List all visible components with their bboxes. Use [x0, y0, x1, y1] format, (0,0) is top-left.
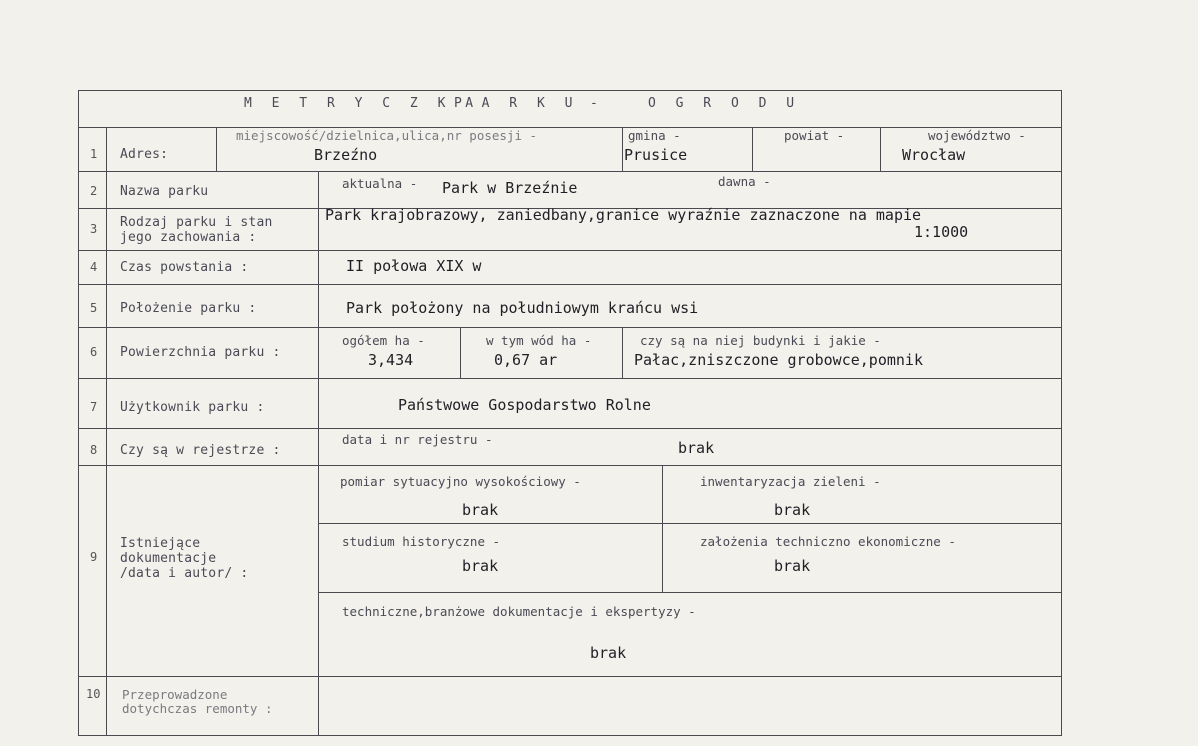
- park-user-label: Użytkownik parku :: [120, 400, 265, 415]
- history-study-label: studium historyczne -: [342, 534, 501, 549]
- park-type-label-line2: jego zachowania :: [120, 230, 257, 245]
- rule-area-total: [460, 327, 461, 378]
- repairs-label-line2: dotychczas remonty :: [122, 701, 273, 716]
- repairs-label-line1: Przeprowadzone: [122, 687, 228, 702]
- register-number-label: data i nr rejestru -: [342, 432, 493, 447]
- rule-title: [78, 127, 1062, 128]
- expertise-value: brak: [590, 644, 627, 662]
- current-name-value: Park w Brzeźnie: [442, 179, 578, 197]
- park-name-label: Nazwa parku: [120, 184, 209, 199]
- location-label: miejscowość/dzielnica,ulica,nr posesji -: [236, 128, 538, 143]
- area-total-value: 3,434: [368, 351, 414, 369]
- rule-wojewodztwo: [880, 127, 881, 171]
- former-name-label: dawna -: [718, 174, 771, 189]
- title-dash: -: [590, 96, 604, 111]
- area-water-value: 0,67 ar: [494, 351, 558, 369]
- row-number: 4: [90, 260, 98, 274]
- origin-time-label: Czas powstania :: [120, 260, 249, 275]
- powiat-label: powiat -: [784, 128, 845, 143]
- rule-row6: [78, 378, 1062, 379]
- tech-econ-label: założenia techniczno ekonomiczne -: [700, 534, 956, 549]
- rule-row9b: [318, 592, 1062, 593]
- greenery-value: brak: [774, 501, 811, 519]
- row-number: 7: [90, 400, 98, 414]
- rule-powiat: [752, 127, 753, 171]
- history-study-value: brak: [462, 557, 499, 575]
- title-ogrodu: O G R O D U: [648, 96, 801, 111]
- location-value: Brzeźno: [314, 146, 378, 164]
- rule-label-column: [318, 171, 319, 736]
- park-type-label-line1: Rodzaj parku i stan: [120, 215, 273, 230]
- rule-row7: [78, 428, 1062, 429]
- title-metryczka: M E T R Y C Z K A: [244, 96, 480, 111]
- row-number: 6: [90, 345, 98, 359]
- rule-row9a: [318, 523, 1062, 524]
- area-water-label: w tym wód ha -: [486, 333, 592, 348]
- park-type-value-line1: Park krajobrazowy, zaniedbany,granice wyraźnie zaznaczone na mapie: [325, 206, 922, 224]
- gmina-value: Prusice: [624, 146, 688, 164]
- rule-row5: [78, 327, 1062, 328]
- address-label: Adres:: [120, 147, 169, 162]
- rule-row8: [78, 465, 1062, 466]
- greenery-label: inwentaryzacja zieleni -: [700, 474, 881, 489]
- rule-row4: [78, 284, 1062, 285]
- row-number: 10: [86, 687, 101, 701]
- gmina-label: gmina -: [628, 128, 681, 143]
- park-user-value: Państwowe Gospodarstwo Rolne: [398, 396, 651, 414]
- wojewodztwo-value: Wrocław: [902, 146, 966, 164]
- row-number: 3: [90, 222, 98, 236]
- documents-label-line1: Istniejące: [120, 536, 201, 551]
- rule-row3: [78, 250, 1062, 251]
- rule-area-water: [622, 327, 623, 378]
- rule-row9: [78, 676, 1062, 677]
- rule-address-label: [216, 127, 217, 171]
- row-number: 5: [90, 301, 98, 315]
- rule-row1: [78, 171, 1062, 172]
- tech-econ-value: brak: [774, 557, 811, 575]
- documents-label-line3: /data i autor/ :: [120, 566, 249, 581]
- origin-time-value: II połowa XIX w: [346, 257, 482, 275]
- row-number: 1: [90, 147, 98, 161]
- row-number: 8: [90, 443, 98, 457]
- register-number-value: brak: [678, 439, 715, 457]
- title-parku: P A R K U: [454, 96, 579, 111]
- register-label: Czy są w rejestrze :: [120, 443, 281, 458]
- rule-docs-split: [662, 465, 663, 592]
- wojewodztwo-label: województwo -: [928, 128, 1026, 143]
- row-number: 2: [90, 184, 98, 198]
- survey-value: brak: [462, 501, 499, 519]
- current-name-label: aktualna -: [342, 176, 418, 191]
- documents-label-line2: dokumentacje: [120, 551, 217, 566]
- park-type-value-line2: 1:1000: [914, 223, 969, 241]
- row-number: 9: [90, 550, 98, 564]
- location-of-park-label: Położenie parku :: [120, 301, 257, 316]
- buildings-value: Pałac,zniszczone grobowce,pomnik: [634, 351, 923, 369]
- survey-label: pomiar sytuacyjno wysokościowy -: [340, 474, 581, 489]
- expertise-label: techniczne,branżowe dokumentacje i ekspertyzy -: [342, 604, 696, 619]
- area-total-label: ogółem ha -: [342, 333, 425, 348]
- rule-gmina: [622, 127, 623, 171]
- location-of-park-value: Park położony na południowym krańcu wsi: [346, 299, 699, 317]
- buildings-label: czy są na niej budynki i jakie -: [640, 333, 881, 348]
- rule-number-column: [106, 127, 107, 736]
- area-label: Powierzchnia parku :: [120, 345, 281, 360]
